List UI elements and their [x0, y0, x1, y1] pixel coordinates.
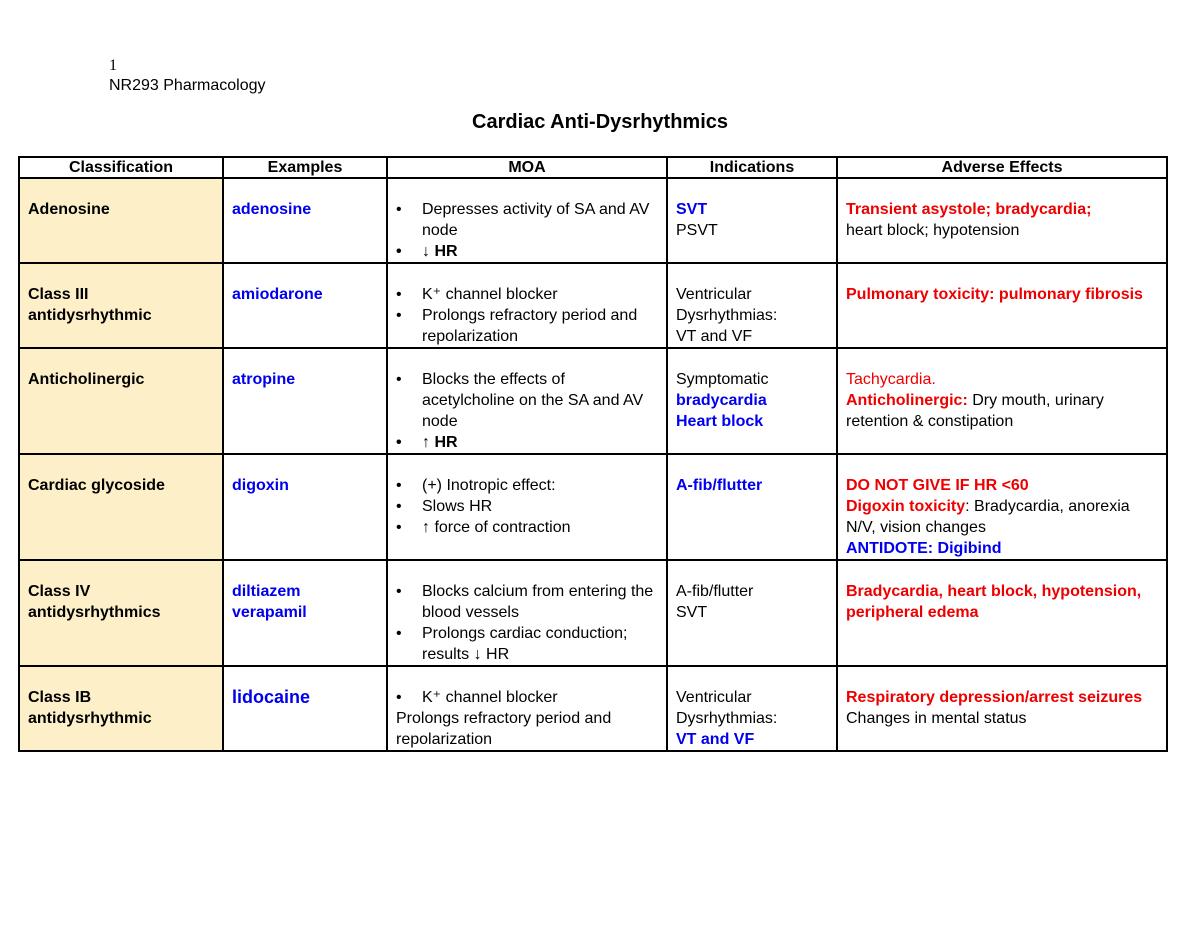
moa-item: • K⁺ channel blocker: [422, 284, 658, 305]
drug-table: [18, 156, 1168, 752]
indications-cell: [667, 263, 837, 348]
classification-cell: [19, 348, 223, 454]
indication-text: Symptomatic: [676, 371, 769, 388]
drug-name: lidocaine: [232, 687, 311, 707]
drug-name: amiodarone: [232, 286, 323, 303]
classification-cell: [19, 263, 223, 348]
adverse-text: Respiratory depression/arrest seizures: [846, 689, 1143, 706]
adverse-text: Pulmonary toxicity: pulmonary fibrosis: [846, 286, 1143, 303]
classification-cell: [19, 666, 223, 751]
moa-cell: [387, 454, 667, 560]
course-header: NR293 Pharmacology: [109, 77, 266, 94]
adverse-text: Tachycardia.: [846, 371, 936, 388]
classification-text: Class IB: [28, 689, 92, 706]
moa-item: • Blocks calcium from entering the blood vessels: [422, 581, 658, 623]
adverse-text: [846, 496, 1158, 538]
moa-cell: [387, 666, 667, 751]
adverse-cell: [837, 666, 1167, 751]
examples-cell: [223, 178, 387, 263]
examples-cell: [223, 666, 387, 751]
indication-text: Heart block: [676, 413, 764, 430]
indication-text: Dysrhythmias:: [676, 710, 778, 727]
drug-name: atropine: [232, 371, 296, 388]
indication-text: SVT: [676, 604, 708, 621]
drug-name: adenosine: [232, 201, 312, 218]
indication-text: Ventricular: [676, 689, 752, 706]
adverse-cell: [837, 454, 1167, 560]
classification-text: Anticholinergic: [28, 371, 145, 388]
classification-text: Adenosine: [28, 201, 110, 218]
moa-item: • (+) Inotropic effect:: [422, 475, 658, 496]
adverse-cell: [837, 560, 1167, 666]
adverse-text: [846, 390, 1158, 432]
moa-cell: [387, 560, 667, 666]
classification-text: antidysrhythmics: [28, 604, 161, 621]
adverse-text: Changes in mental status: [846, 710, 1027, 727]
moa-cell: [387, 178, 667, 263]
indications-cell: [667, 666, 837, 751]
page-title: Cardiac Anti-Dysrhythmics: [472, 111, 728, 133]
col-header-adverse-effects: Adverse Effects: [837, 157, 1167, 178]
adverse-label: Digoxin toxicity: [846, 498, 966, 515]
table-row: [19, 454, 1167, 560]
moa-item: • K⁺ channel blocker: [422, 687, 658, 708]
moa-item: • ↑ force of contraction: [422, 517, 658, 538]
adverse-detail: : Bradycardia, anorexia N/V, vision changes: [846, 498, 1130, 536]
col-header-moa: MOA: [387, 157, 667, 178]
adverse-cell: [837, 348, 1167, 454]
adverse-text: Bradycardia, heart block, hypotension, peripheral edema: [846, 583, 1142, 621]
drug-name: verapamil: [232, 604, 307, 621]
classification-cell: [19, 178, 223, 263]
indication-text: SVT: [676, 201, 708, 218]
classification-text: antidysrhythmic: [28, 710, 152, 727]
adverse-cell: [837, 263, 1167, 348]
indications-cell: [667, 178, 837, 263]
drug-name: diltiazem: [232, 583, 301, 600]
adverse-text: DO NOT GIVE IF HR <60: [846, 477, 1029, 494]
indication-text: PSVT: [676, 222, 718, 239]
adverse-cell: [837, 178, 1167, 263]
indication-text: Ventricular: [676, 286, 752, 303]
indication-text: VT and VF: [676, 328, 753, 345]
examples-cell: [223, 263, 387, 348]
indication-text: Dysrhythmias:: [676, 307, 778, 324]
moa-cell: [387, 263, 667, 348]
classification-text: Cardiac glycoside: [28, 477, 165, 494]
table-row: [19, 178, 1167, 263]
moa-item: • Prolongs cardiac conduction; results ↓ HR: [422, 623, 658, 665]
examples-cell: [223, 348, 387, 454]
classification-text: Class III: [28, 286, 89, 303]
indications-cell: [667, 560, 837, 666]
indication-text: VT and VF: [676, 731, 755, 748]
moa-item: • Blocks the effects of acetylcholine on the SA and AV node: [422, 369, 658, 432]
page-number: 1: [109, 57, 117, 74]
classification-cell: [19, 560, 223, 666]
table-row: [19, 348, 1167, 454]
indications-cell: [667, 348, 837, 454]
adverse-detail: Dry mouth, urinary retention & constipation: [846, 392, 1104, 430]
classification-cell: [19, 454, 223, 560]
examples-cell: [223, 454, 387, 560]
indication-text: bradycardia: [676, 392, 767, 409]
table-row: [19, 666, 1167, 751]
indication-text: A-fib/flutter: [676, 583, 754, 600]
moa-item: • Slows HR: [422, 496, 658, 517]
col-header-examples: Examples: [223, 157, 387, 178]
adverse-text: heart block; hypotension: [846, 222, 1020, 239]
classification-text: Class IV: [28, 583, 91, 600]
adverse-label: Anticholinergic:: [846, 392, 968, 409]
header-row: [19, 157, 1167, 178]
moa-item: • ↑ HR: [422, 432, 658, 453]
indications-cell: [667, 454, 837, 560]
drug-name: digoxin: [232, 477, 289, 494]
col-header-indications: Indications: [667, 157, 837, 178]
moa-text: Prolongs refractory period and repolarization: [396, 710, 612, 748]
adverse-text: Transient asystole; bradycardia;: [846, 201, 1092, 218]
moa-cell: [387, 348, 667, 454]
moa-item: • ↓ HR: [422, 241, 658, 262]
indication-text: A-fib/flutter: [676, 477, 763, 494]
col-header-classification: Classification: [19, 157, 223, 178]
antidote-text: ANTIDOTE: Digibind: [846, 540, 1002, 557]
moa-item: • Prolongs refractory period and repolarization: [422, 305, 658, 347]
table-row: [19, 560, 1167, 666]
table-row: [19, 263, 1167, 348]
examples-cell: [223, 560, 387, 666]
moa-item: • Depresses activity of SA and AV node: [422, 199, 658, 241]
classification-text: antidysrhythmic: [28, 307, 152, 324]
